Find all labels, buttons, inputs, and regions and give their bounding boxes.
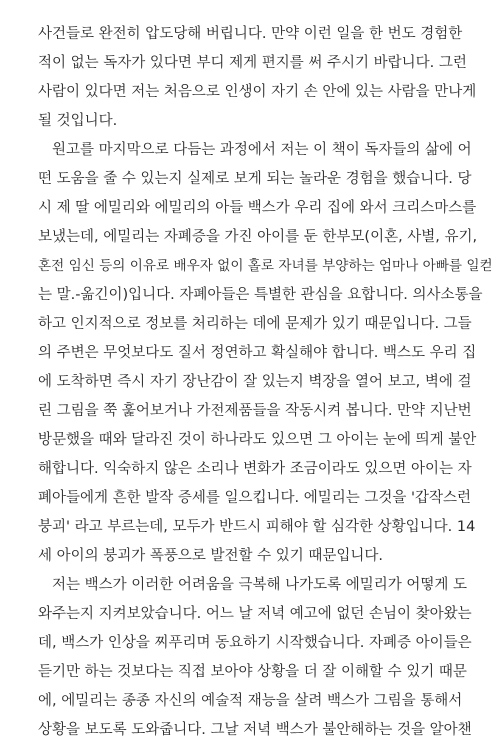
text-line: 는 말.-옮긴이)입니다. 자폐아들은 특별한 관심을 요합니다. 의사소통을 — [38, 287, 483, 303]
text-line: 듣기만 하는 것보다는 직접 보아야 상황을 더 잘 이해할 수 있기 때문 — [38, 664, 467, 680]
text-line: 적이 없는 독자가 있다면 부디 제게 편지를 써 주시기 바랍니다. 그런 — [38, 55, 467, 71]
text-line: 사람이 있다면 저는 처음으로 인생이 자기 손 안에 있는 사람을 만나게 — [38, 84, 477, 100]
text-line: 의 주변은 무엇보다도 질서 정연하고 확실해야 합니다. 백스도 우리 집 — [38, 345, 477, 361]
text-line: 보냈는데, 에밀리는 자폐증을 가진 아이를 둔 한부모(이혼, 사별, 유기, — [38, 229, 478, 245]
text-line: 될 것입니다. — [38, 113, 118, 129]
text-line: 와주는지 지켜보았습니다. 어느 날 저녁 예고에 없던 손님이 찾아왔는 — [38, 606, 472, 622]
paragraph-first-line: 원고를 마지막으로 다듬는 과정에서 저는 이 책이 독자들의 삶에 어 — [52, 142, 472, 158]
text-line: 혼전 임신 등의 이유로 배우자 없이 홀로 자녀를 부양하는 엄마나 아빠를 일컫 — [38, 258, 493, 274]
text-line: 시 제 딸 에밀리와 에밀리의 아들 백스가 우리 집에 와서 크리스마스를 — [38, 200, 477, 216]
text-line: 해합니다. 익숙하지 않은 소리나 변화가 조금이라도 있으면 아이는 자 — [38, 461, 472, 477]
text-line: 사건들로 완전히 압도당해 버립니다. 만약 이런 일을 한 번도 경험한 — [38, 26, 463, 42]
text-line: 에 도착하면 즉시 자기 장난감이 잘 있는지 벽장을 열어 보고, 벽에 걸 — [38, 374, 472, 390]
text-line: 린 그림을 쭉 훑어보거나 가전제품들을 작동시켜 봅니다. 만약 지난번 — [38, 403, 472, 419]
text-line: 떤 도움을 줄 수 있는지 실제로 보게 되는 놀라운 경험을 했습니다. 당 — [38, 171, 472, 187]
text-line: 폐아들에게 흔한 발작 증세를 일으킵니다. 에밀리는 그것을 '갑작스런 — [38, 490, 472, 506]
text-line: 세 아이의 붕괴가 폭풍으로 발전할 수 있기 때문입니다. — [38, 548, 384, 564]
text-line: 상황을 보도록 도와줍니다. 그날 저녁 백스가 불안해하는 것을 알아챈 — [38, 722, 472, 738]
paragraph-first-line: 저는 백스가 이러한 어려움을 극복해 나가도록 에밀리가 어떻게 도 — [52, 577, 468, 593]
text-line: 에, 에밀리는 종종 자신의 예술적 재능을 살려 백스가 그림을 통해서 — [38, 693, 463, 709]
text-line: 방문했을 때와 달라진 것이 하나라도 있으면 그 아이는 눈에 띄게 불안 — [38, 432, 477, 448]
text-line: 데, 백스가 인상을 찌푸리며 동요하기 시작했습니다. 자폐증 아이들은 — [38, 635, 472, 651]
text-line: 하고 인지적으로 정보를 처리하는 데에 문제가 있기 때문입니다. 그들 — [38, 316, 472, 332]
text-line: 붕괴' 라고 부르는데, 모두가 반드시 피해야 할 심각한 상황입니다. 14 — [38, 519, 476, 535]
